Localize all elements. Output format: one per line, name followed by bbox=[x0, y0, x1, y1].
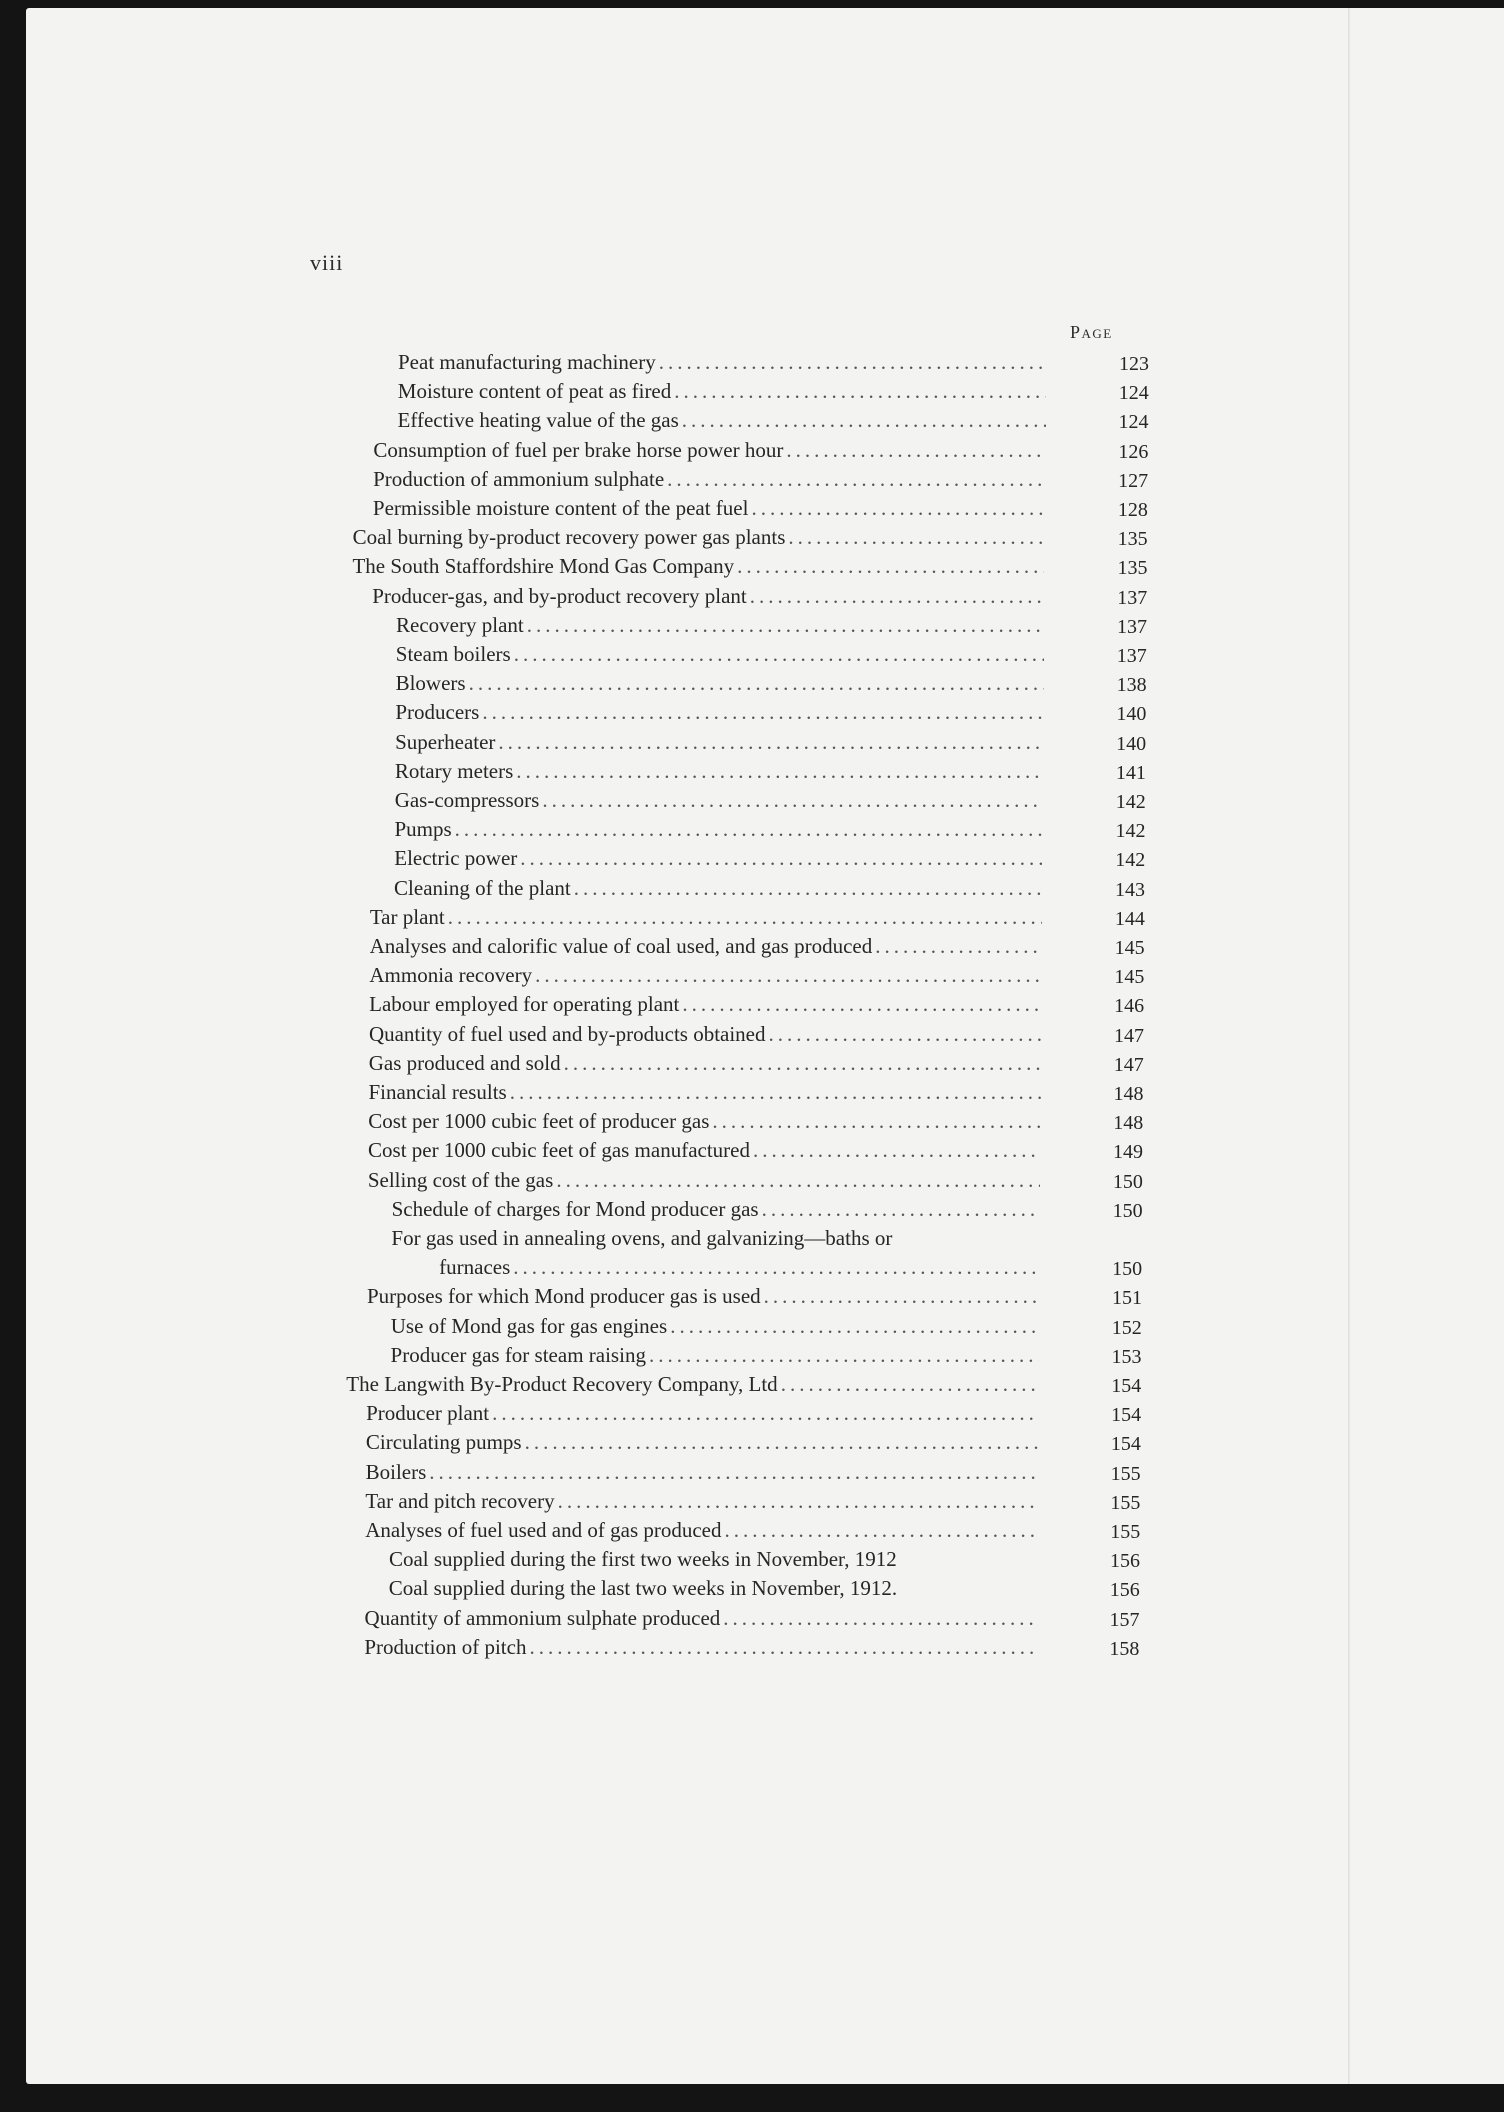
toc-entry bbox=[26, 1282, 1504, 1311]
toc-entry bbox=[26, 1020, 1504, 1049]
toc-entry-page: 141 bbox=[1115, 761, 1146, 784]
toc-entry-title: Financial results bbox=[368, 1080, 507, 1104]
toc-entry-title: Consumption of fuel per brake horse power hour bbox=[373, 437, 784, 462]
toc-entry bbox=[26, 669, 1504, 698]
toc-entry-title-continuation: furnaces bbox=[439, 1255, 511, 1280]
dot-leader bbox=[529, 1633, 1036, 1662]
toc-entry bbox=[26, 1545, 1504, 1574]
toc-entry-title: Producers bbox=[395, 700, 480, 725]
dot-leader bbox=[659, 348, 1046, 377]
toc-entry bbox=[26, 377, 1504, 406]
dot-leader bbox=[674, 377, 1046, 406]
toc-entry-title: Use of Mond gas for gas engines bbox=[390, 1313, 668, 1338]
toc-entry-title: The Langwith By-Product Recovery Company, Ltd bbox=[346, 1372, 778, 1396]
dot-leader bbox=[682, 406, 1046, 435]
toc-entry-title: Producer plant bbox=[366, 1401, 490, 1426]
toc-entry bbox=[26, 757, 1504, 786]
dot-leader bbox=[723, 1604, 1036, 1633]
toc-entry-page: 148 bbox=[1113, 1083, 1144, 1105]
toc-entry-title: Schedule of charges for Mond producer gas bbox=[391, 1196, 759, 1221]
toc-entry-page: 157 bbox=[1109, 1608, 1140, 1631]
toc-entry bbox=[26, 1399, 1504, 1428]
toc-entry-title: Producer-gas, and by-product recovery plant bbox=[372, 583, 747, 608]
toc-entry bbox=[26, 1516, 1504, 1545]
toc-entry-title: Production of ammonium sulphate bbox=[373, 466, 665, 491]
toc-entry-title: Labour employed for operating plant bbox=[369, 992, 680, 1017]
dot-leader bbox=[751, 494, 1044, 523]
toc-entry-page: 145 bbox=[1114, 966, 1145, 989]
dot-leader bbox=[455, 815, 1043, 844]
toc-entry bbox=[26, 1487, 1504, 1516]
toc-entry bbox=[26, 552, 1504, 581]
toc-entry-title: Quantity of ammonium sulphate produced bbox=[364, 1605, 721, 1630]
dot-leader bbox=[781, 1370, 1039, 1399]
toc-entry bbox=[26, 844, 1504, 873]
toc-entry bbox=[26, 406, 1504, 435]
toc-entry-title: Tar and pitch recovery bbox=[365, 1488, 555, 1513]
toc-entry-page: 147 bbox=[1113, 1024, 1144, 1047]
toc-entry-title: Quantity of fuel used and by-products obtained bbox=[368, 1021, 766, 1046]
toc-entry-page: 123 bbox=[1119, 353, 1149, 375]
dot-leader bbox=[514, 640, 1044, 669]
dot-leader bbox=[429, 1458, 1037, 1487]
toc-entry-title: The South Staffordshire Mond Gas Company bbox=[352, 554, 735, 579]
dot-leader bbox=[764, 1282, 1039, 1311]
toc-entry bbox=[26, 990, 1504, 1019]
toc-entry-page: 155 bbox=[1110, 1491, 1141, 1514]
toc-entry-page: 142 bbox=[1115, 849, 1146, 872]
toc-entry bbox=[26, 1370, 1504, 1399]
toc-entry-page: 140 bbox=[1116, 732, 1147, 755]
toc-entry bbox=[26, 1604, 1504, 1633]
toc-entry-page: 149 bbox=[1113, 1141, 1144, 1164]
toc-entry-page: 152 bbox=[1111, 1316, 1142, 1339]
dot-leader bbox=[525, 1428, 1038, 1457]
toc-entry-page: 137 bbox=[1116, 645, 1147, 667]
toc-entry-page: 142 bbox=[1115, 791, 1146, 813]
dot-leader bbox=[737, 552, 1044, 581]
dot-leader bbox=[558, 1487, 1038, 1516]
toc-entry-page: 154 bbox=[1111, 1375, 1142, 1397]
toc-entry-page: 135 bbox=[1117, 528, 1148, 551]
toc-entry bbox=[26, 348, 1504, 377]
toc-entry bbox=[26, 1312, 1504, 1341]
toc-entry-page: 156 bbox=[1109, 1579, 1140, 1602]
toc-entry-title: Cost per 1000 cubic feet of producer gas bbox=[368, 1109, 710, 1134]
dot-leader bbox=[574, 874, 1042, 903]
toc-entry-page: 142 bbox=[1115, 820, 1146, 843]
dot-leader bbox=[649, 1341, 1039, 1370]
toc-entry-page: 126 bbox=[1118, 440, 1149, 463]
toc-entry bbox=[26, 786, 1504, 815]
dot-leader bbox=[513, 1253, 1039, 1282]
toc-entry-title: Selling cost of the gas bbox=[367, 1167, 554, 1192]
toc-entry bbox=[26, 640, 1504, 669]
toc-entry-page: 143 bbox=[1115, 878, 1146, 901]
dot-leader bbox=[516, 757, 1043, 786]
toc-entry-title: Purposes for which Mond producer gas is used bbox=[366, 1284, 761, 1309]
page-number: viii bbox=[310, 250, 344, 275]
toc-entry-page: 158 bbox=[1109, 1637, 1140, 1660]
toc-entry-title: Superheater bbox=[395, 729, 496, 754]
dot-leader bbox=[769, 1020, 1041, 1049]
toc-entry-page: 155 bbox=[1110, 1521, 1141, 1543]
dot-leader bbox=[788, 523, 1044, 552]
dot-leader bbox=[667, 465, 1045, 494]
toc-entry-title: Effective heating value of the gas bbox=[397, 408, 679, 433]
toc-entry-page: 144 bbox=[1114, 907, 1145, 930]
toc-entry-title: Coal supplied during the last two weeks in November, 1912. bbox=[388, 1576, 898, 1601]
toc-entry bbox=[26, 1633, 1504, 1662]
toc-entry-page: 150 bbox=[1112, 1170, 1143, 1193]
toc-entry bbox=[26, 494, 1504, 523]
toc-entry-continuation bbox=[26, 1253, 1504, 1282]
toc-entry bbox=[26, 698, 1504, 727]
toc-entry-page: 150 bbox=[1112, 1199, 1143, 1222]
toc-entry bbox=[26, 728, 1504, 757]
toc-entry-page: 156 bbox=[1109, 1550, 1140, 1573]
toc-entry-title: For gas used in annealing ovens, and galvanizing—baths or bbox=[391, 1226, 893, 1250]
dot-leader bbox=[520, 844, 1042, 873]
toc-entry-page: 137 bbox=[1117, 586, 1148, 609]
dot-leader bbox=[492, 1399, 1038, 1428]
toc-entry-title: Analyses and calorific value of coal used, and gas produced bbox=[369, 934, 873, 958]
dot-leader bbox=[556, 1166, 1040, 1195]
toc-entry bbox=[26, 1049, 1504, 1078]
toc-entry-title: Electric power bbox=[394, 846, 518, 871]
dot-leader bbox=[564, 1049, 1041, 1078]
toc-entry-title: Tar plant bbox=[369, 904, 445, 929]
dot-leader bbox=[753, 1136, 1040, 1165]
dot-leader bbox=[535, 961, 1041, 990]
toc-entry bbox=[26, 1458, 1504, 1487]
dot-leader bbox=[542, 786, 1042, 815]
toc-entry-title: Pumps bbox=[394, 817, 452, 842]
toc-entry-title: Analyses of fuel used and of gas produced bbox=[365, 1518, 722, 1542]
dot-leader bbox=[448, 903, 1042, 932]
toc-entry-title: Moisture content of peat as fired bbox=[397, 379, 672, 404]
toc-entry-page: 148 bbox=[1113, 1112, 1144, 1135]
dot-leader bbox=[750, 582, 1044, 611]
dot-leader bbox=[725, 1516, 1038, 1545]
toc-entry-title: Gas-compressors bbox=[394, 788, 540, 812]
dot-leader bbox=[670, 1312, 1039, 1341]
toc-entry-page: 146 bbox=[1114, 995, 1145, 1018]
dot-leader bbox=[469, 669, 1044, 698]
toc-entry-title: Cleaning of the plant bbox=[394, 875, 571, 900]
toc-entry-page: 124 bbox=[1118, 382, 1149, 405]
toc-entry-title: Steam boilers bbox=[395, 642, 511, 666]
toc-entry bbox=[26, 582, 1504, 611]
toc-entry-page: 138 bbox=[1116, 674, 1147, 697]
toc-entry bbox=[26, 1136, 1504, 1165]
toc-entry-page: 127 bbox=[1118, 469, 1149, 492]
toc-entry bbox=[26, 465, 1504, 494]
toc-entry-title: Producer gas for steam raising bbox=[390, 1342, 646, 1367]
dot-leader bbox=[875, 932, 1041, 961]
toc-entry-page: 124 bbox=[1118, 411, 1149, 434]
toc-entry-title: Cost per 1000 cubic feet of gas manufactured bbox=[368, 1138, 750, 1163]
toc-entry bbox=[26, 874, 1504, 903]
toc-entry bbox=[26, 523, 1504, 552]
toc-entry-title: Recovery plant bbox=[396, 612, 524, 637]
toc-entry-page: 147 bbox=[1113, 1053, 1144, 1076]
toc-entry bbox=[26, 961, 1504, 990]
toc-entry-page: 137 bbox=[1117, 615, 1148, 638]
dot-leader bbox=[498, 728, 1043, 757]
toc-entry-page: 140 bbox=[1116, 703, 1147, 726]
dot-leader bbox=[510, 1078, 1041, 1107]
toc-entry-title: Blowers bbox=[395, 671, 466, 696]
toc-entry bbox=[26, 1341, 1504, 1370]
toc-entry bbox=[26, 1428, 1504, 1457]
toc-entry-page: 150 bbox=[1112, 1258, 1143, 1281]
dot-leader bbox=[682, 990, 1041, 1019]
document-page bbox=[26, 8, 1504, 2084]
toc-entry-title: Gas produced and sold bbox=[368, 1050, 561, 1075]
toc-entry bbox=[26, 1166, 1504, 1195]
dot-leader bbox=[482, 698, 1043, 727]
toc-entry-title: Coal supplied during the first two weeks in November, 1912 bbox=[388, 1547, 897, 1572]
toc-entry-page: 153 bbox=[1111, 1345, 1142, 1368]
toc-entry bbox=[26, 1107, 1504, 1136]
toc-entry-page: 154 bbox=[1110, 1433, 1141, 1456]
toc-entry bbox=[26, 903, 1504, 932]
toc-entry-page: 151 bbox=[1111, 1287, 1142, 1310]
toc-entry bbox=[26, 1574, 1504, 1603]
toc-entry-title: Boilers bbox=[365, 1459, 427, 1484]
toc-entry-title: Peat manufacturing machinery bbox=[398, 350, 656, 374]
toc-entry bbox=[26, 436, 1504, 465]
toc-entry-page: 135 bbox=[1117, 557, 1148, 580]
toc-entry-title: Permissible moisture content of the peat fuel bbox=[372, 496, 749, 520]
toc-entry-page: 154 bbox=[1111, 1404, 1142, 1427]
page-column-header: Page bbox=[1070, 322, 1113, 342]
toc-entry-title: Circulating pumps bbox=[365, 1430, 522, 1455]
toc-entry-page: 145 bbox=[1114, 937, 1145, 959]
toc-entry bbox=[26, 1195, 1504, 1224]
dot-leader bbox=[762, 1195, 1040, 1224]
toc-entry-page: 128 bbox=[1117, 499, 1148, 521]
toc-entry-title: Ammonia recovery bbox=[369, 963, 533, 988]
toc-entry-title: Coal burning by-product recovery power gas plants bbox=[352, 525, 786, 550]
toc-entry bbox=[26, 815, 1504, 844]
toc-entry-page: 155 bbox=[1110, 1462, 1141, 1485]
dot-leader bbox=[712, 1107, 1040, 1136]
toc-entry bbox=[26, 1224, 1504, 1253]
dot-leader bbox=[786, 436, 1045, 465]
toc-entry bbox=[26, 932, 1504, 961]
toc-entry-title: Production of pitch bbox=[364, 1634, 527, 1659]
toc-entry bbox=[26, 611, 1504, 640]
toc-entry-title: Rotary meters bbox=[394, 758, 514, 783]
toc-entry bbox=[26, 1078, 1504, 1107]
dot-leader bbox=[527, 611, 1044, 640]
